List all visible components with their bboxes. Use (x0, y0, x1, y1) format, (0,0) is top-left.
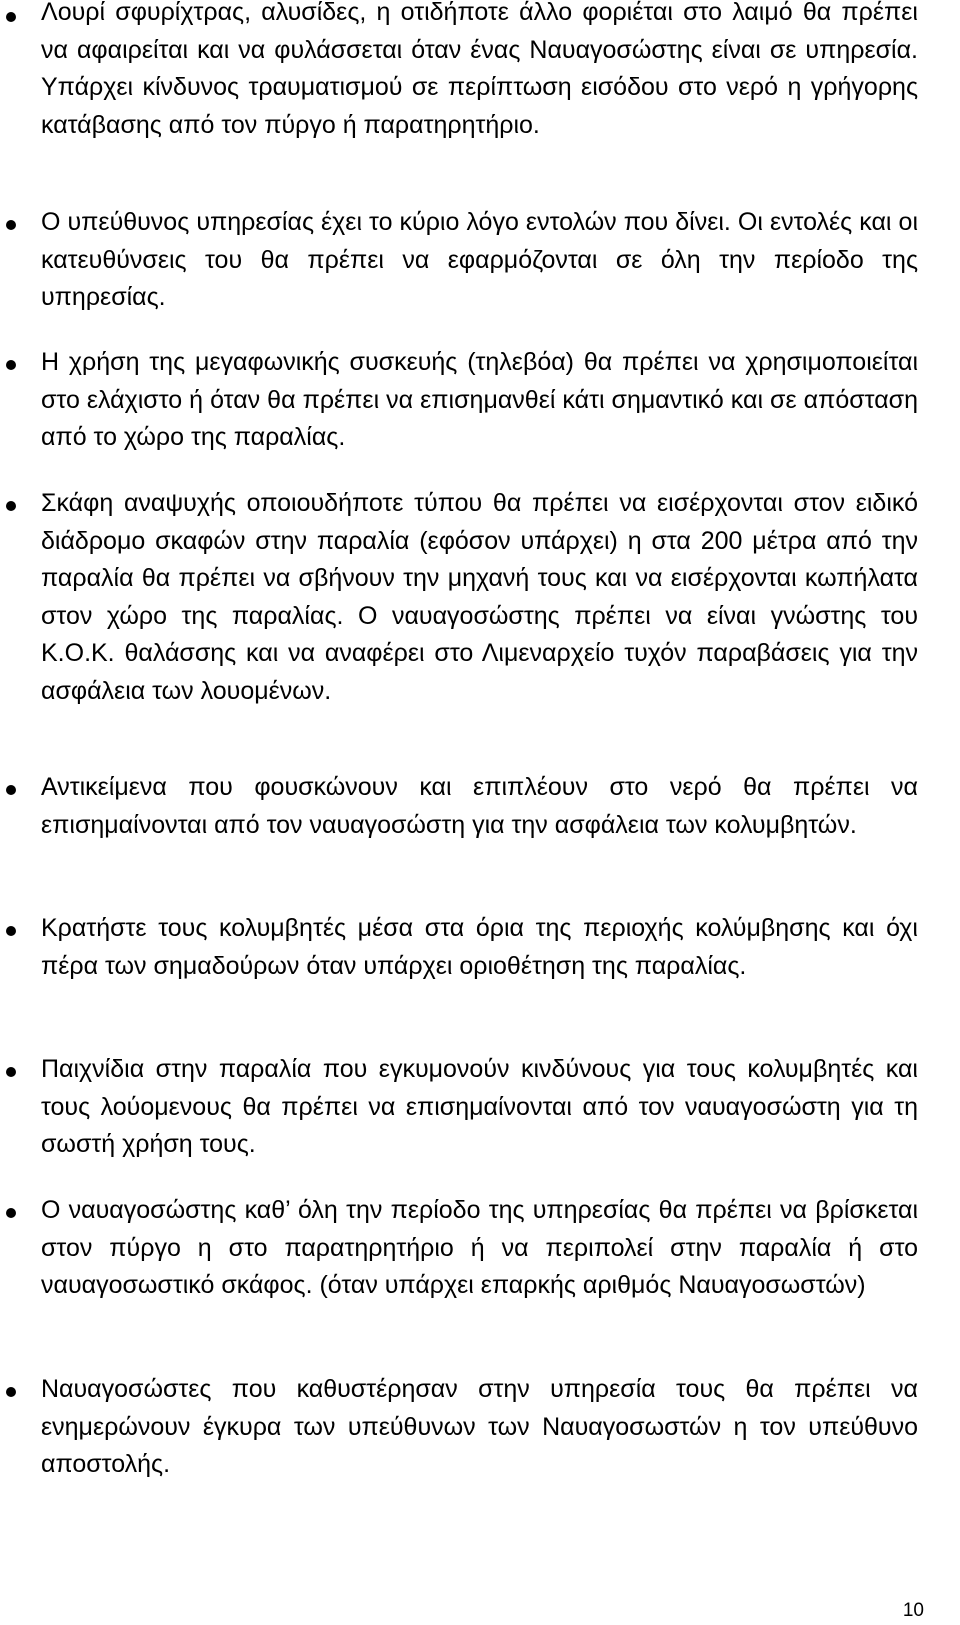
list-item-text: Παιχνίδια στην παραλία που εγκυμονούν κινδύνους για τους κολυμβητές και τους λούομενους θα πρέπει να επισημαίνονται από τον ναυαγοσώστη για τη σωστή χρήση τους. (41, 1055, 918, 1158)
bullet-icon (6, 926, 16, 936)
bullet-icon (6, 1208, 16, 1218)
list-item-text: Λουρί σφυρίχτρας, αλυσίδες, η οτιδήποτε άλλο φοριέται στο λαιμό θα πρέπει να αφαιρείται και να φυλάσσεται όταν ένας Ναυαγοσώστης είναι σε υπηρεσία. Υπάρχει κίνδυνος τραυματισμού σε περίπτωση εισόδου στο νερό η γρήγορης κατάβασης από τον πύργο ή παρατηρητήριο. (41, 0, 918, 139)
bullet-icon (6, 1387, 16, 1397)
list-item-text: Κρατήστε τους κολυμβητές μέσα στα όρια της περιοχής κολύμβησης και όχι πέρα των σημαδούρων όταν υπάρχει οριοθέτηση της παραλίας. (41, 914, 918, 980)
bullet-icon (6, 1067, 16, 1077)
bullet-icon (6, 12, 16, 22)
bullet-icon (6, 501, 16, 511)
list-item-text: Ναυαγοσώστες που καθυστέρησαν στην υπηρεσία τους θα πρέπει να ενημερώνουν έγκυρα των υπεύθυνων των Ναυαγοσωστών η τον υπεύθυνο αποστολής. (41, 1375, 918, 1478)
list-item-text: Η χρήση της μεγαφωνικής συσκευής (τηλεβόα) θα πρέπει να χρησιμοποιείται στο ελάχιστο ή όταν θα πρέπει να επισημανθεί κάτι σημαντικό και σε απόσταση από το χώρο της παραλίας. (41, 348, 918, 451)
list-item-text: Ο ναυαγοσώστης καθ’ όλη την περίοδο της υπηρεσίας θα πρέπει να βρίσκεται στον πύργο η στο παρατηρητήριο ή να περιπολεί στην παραλία ή στο ναυαγοσωστικό σκάφος. (όταν υπάρχει επαρκής αριθμός Ναυαγοσωστών) (41, 1196, 918, 1299)
bullet-icon (6, 360, 16, 370)
list-item-text: Αντικείμενα που φουσκώνουν και επιπλέουν στο νερό θα πρέπει να επισημαίνονται από τον ναυαγοσώστη για την ασφάλεια των κολυμβητών. (41, 773, 918, 839)
page-number: 10 (902, 1600, 924, 1621)
list-item-text: Ο υπεύθυνος υπηρεσίας έχει το κύριο λόγο εντολών που δίνει. Οι εντολές και οι κατευθύνσεις του θα πρέπει να εφαρμόζονται σε όλη την περίοδο της υπηρεσίας. (41, 208, 918, 311)
bullet-icon (6, 220, 16, 230)
bullet-icon (6, 785, 16, 795)
list-item-text: Σκάφη αναψυχής οποιουδήποτε τύπου θα πρέπει να εισέρχονται στον ειδικό διάδρομο σκαφών στην παραλία (εφόσον υπάρχει) η στα 200 μέτρα από την παραλία θα πρέπει να σβήνουν την μηχανή τους και να εισέρχονται κωπήλατα στον χώρο της παραλίας. Ο ναυαγοσώστης πρέπει να είναι γνώστης του Κ.Ο.Κ. θαλάσσης και να αναφέρει στο Λιμεναρχείο τυχόν παραβάσεις για την ασφάλεια των λουομένων. (41, 489, 918, 705)
